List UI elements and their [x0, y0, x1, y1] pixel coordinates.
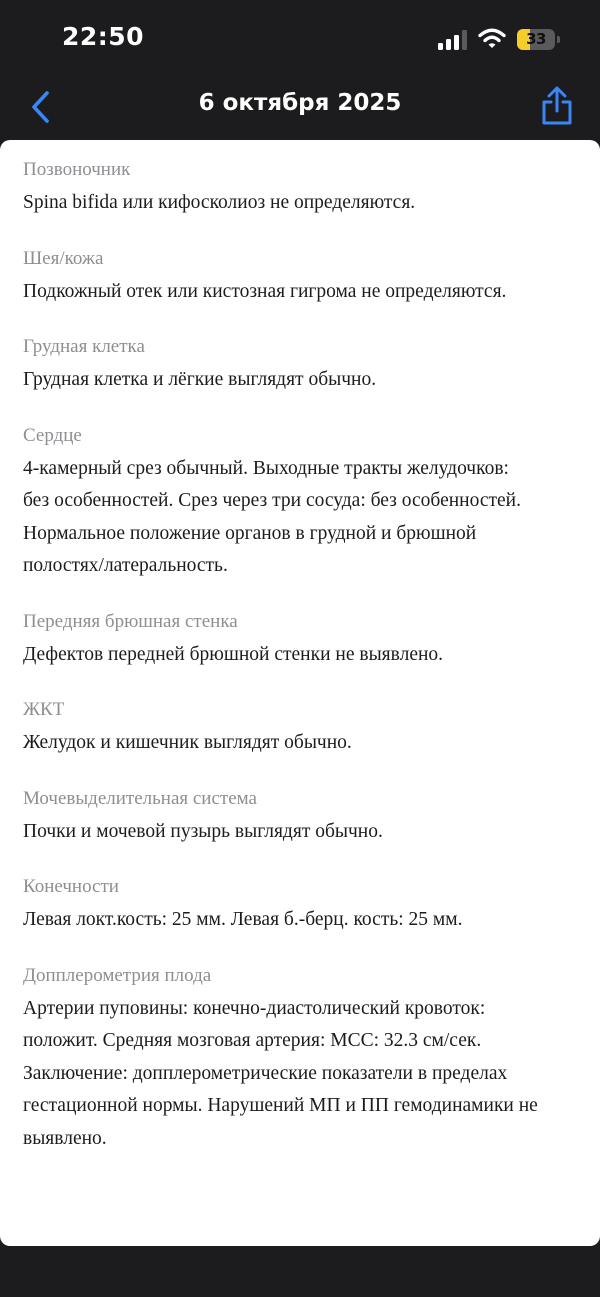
section-text-line: Spina bifida или кифосколиоз не определяются. [23, 192, 416, 213]
section-text-line: Почки и мочевой пузырь выглядят обычно. [23, 820, 383, 842]
section-text [23, 904, 577, 937]
section-heading: Мочевыделительная система [23, 787, 257, 809]
report-section [23, 608, 577, 672]
section-heading: Грудная клетка [23, 336, 145, 357]
section-text-line: гестационной нормы. Нарушений МП и ПП гемодинамики не [23, 1095, 538, 1116]
report-section [23, 245, 577, 309]
status-bar [0, 0, 600, 80]
report-section [23, 422, 577, 583]
section-text-line: Дефектов передней брюшной стенки не выявлено. [23, 643, 444, 665]
section-text [23, 639, 577, 672]
back-button[interactable] [26, 88, 60, 126]
section-heading: ЖКТ [23, 699, 65, 720]
report-section [23, 156, 577, 220]
section-text [23, 187, 577, 220]
share-button[interactable] [538, 86, 576, 126]
share-icon [544, 88, 570, 123]
section-text-line: полостях/латеральность. [23, 555, 228, 576]
battery-cap [557, 36, 560, 43]
report-section [23, 873, 577, 937]
battery-body [517, 29, 555, 50]
section-text-line: Нормальное положение органов в грудной и брюшной [23, 522, 477, 544]
battery-level: 33 [526, 30, 546, 48]
cellular-signal-icon [438, 30, 468, 50]
section-text-line: Грудная клетка и лёгкие выглядят обычно. [23, 369, 377, 390]
section-text-line: Левая локт.кость: 25 мм. Левая б.-берц. кость: 25 мм. [23, 909, 463, 930]
section-heading: Шея/кожа [23, 247, 104, 269]
report-sections [23, 156, 577, 1155]
section-text [23, 727, 577, 760]
report-section [23, 785, 577, 849]
section-text [23, 453, 577, 583]
report-card [0, 140, 600, 1246]
page-title: 6 октября 2025 [198, 90, 402, 116]
section-text-line: положит. Средняя мозговая артерия: МСС: 32.3 см/сек. [23, 1030, 482, 1051]
section-heading: Допплерометрия плода [23, 964, 212, 986]
section-heading: Передняя брюшная стенка [23, 610, 238, 632]
section-text-line: Заключение: допплерометрические показатели в пределах [23, 1062, 508, 1084]
section-text [23, 364, 577, 397]
status-time: 22:50 [62, 22, 145, 51]
report-section [23, 696, 577, 760]
wifi-icon [478, 27, 506, 49]
section-text-line: без особенностей. Срез через три сосуда: без особенностей. [23, 490, 521, 511]
section-text-line: Артерии пуповины: конечно-диастолический кровоток: [23, 997, 486, 1019]
section-text-line: 4-камерный срез обычный. Выходные тракты желудочков: [23, 457, 509, 479]
battery-icon [517, 29, 555, 50]
section-text-line: Желудок и кишечник выглядят обычно. [23, 732, 352, 753]
section-text [23, 816, 577, 849]
section-text-line: выявлено. [23, 1127, 107, 1149]
report-section [23, 333, 577, 397]
section-text [23, 993, 577, 1156]
section-heading: Позвоночник [23, 159, 131, 180]
report-section [23, 962, 577, 1156]
section-heading: Сердце [23, 424, 82, 446]
section-text-line: Подкожный отек или кистозная гигрома не определяются. [23, 280, 507, 302]
chevron-left-icon [34, 93, 47, 121]
navigation-bar [0, 80, 600, 138]
section-text [23, 276, 577, 309]
section-heading: Конечности [23, 876, 119, 897]
